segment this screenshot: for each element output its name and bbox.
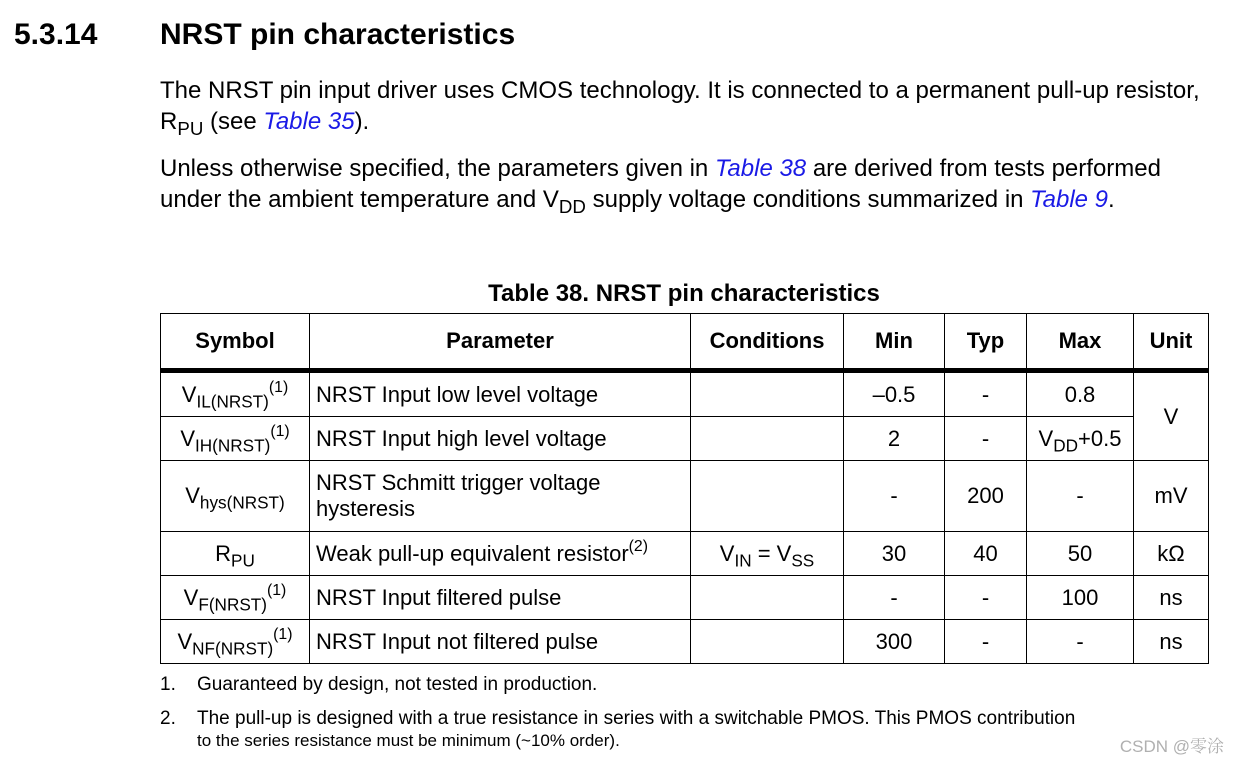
parameter-cell [310, 532, 691, 576]
footnote-text: Guaranteed by design, not tested in production. [197, 674, 598, 695]
header-conditions: Conditions [691, 314, 844, 371]
intro-paragraph [160, 75, 1220, 137]
symbol-cell [161, 576, 310, 620]
typ-cell: 40 [945, 532, 1027, 576]
conditions-text-a: Unless otherwise specified, the parameters given in [160, 155, 715, 182]
footnote-1 [160, 674, 597, 696]
symbol-footnote-ref[interactable]: (1) [268, 378, 289, 396]
symbol-base: V [177, 628, 193, 654]
symbol-subscript: IL(NRST) [196, 390, 269, 411]
conditions-paragraph [160, 153, 1220, 215]
parameter-cell [310, 461, 691, 532]
symbol-base: V [183, 584, 199, 610]
conditions-cell [691, 532, 844, 576]
section-title: NRST pin characteristics [160, 18, 516, 51]
parameter-cell [310, 371, 691, 417]
condition-vss-subscript: SS [791, 549, 815, 570]
header-typ: Typ [945, 314, 1027, 371]
section-number: 5.3.14 [14, 18, 98, 51]
unit-cell: ns [1134, 620, 1209, 664]
conditions-cell [691, 417, 844, 461]
symbol-footnote-ref[interactable]: (1) [266, 581, 287, 599]
footnote-number: 2. [160, 708, 176, 729]
table-caption: Table 38. NRST pin characteristics [488, 280, 880, 307]
footnote-text-continuation: to the series resistance must be minimum (~10% order). [197, 731, 620, 750]
max-cell: 100 [1027, 576, 1134, 620]
symbol-cell [161, 417, 310, 461]
symbol-subscript: IH(NRST) [195, 434, 271, 455]
typ-cell: - [945, 576, 1027, 620]
conditions-text-c: supply voltage conditions summarized in [585, 186, 1031, 213]
max-cell: 0.8 [1027, 371, 1134, 417]
max-cell [1027, 417, 1134, 461]
header-min: Min [844, 314, 945, 371]
min-cell: 30 [844, 532, 945, 576]
min-cell: –0.5 [844, 371, 945, 417]
typ-cell: - [945, 620, 1027, 664]
parameter-text: NRST Input low level voltage [316, 381, 599, 407]
min-cell: - [844, 576, 945, 620]
table-row [161, 620, 1209, 664]
symbol-subscript: NF(NRST) [192, 637, 274, 658]
header-parameter: Parameter [310, 314, 691, 371]
footnote-2 [160, 708, 1075, 752]
conditions-vdd-subscript: DD [558, 195, 586, 217]
typ-cell: - [945, 417, 1027, 461]
symbol-footnote-ref[interactable]: (1) [270, 422, 290, 440]
footnote-number: 1. [160, 674, 176, 695]
intro-rpu-subscript: PU [177, 117, 204, 139]
table-header-row [161, 314, 1209, 371]
parameter-cell [310, 620, 691, 664]
symbol-subscript: F(NRST) [198, 593, 267, 614]
conditions-text-b: are derived from tests performed under the ambient temperature and V [160, 155, 1161, 213]
parameter-text: Weak pull-up equivalent resistor [316, 540, 629, 566]
table-row [161, 532, 1209, 576]
symbol-base: V [185, 483, 200, 508]
link-table-35[interactable]: Table 35 [263, 108, 355, 135]
link-table-38[interactable]: Table 38 [714, 155, 807, 182]
conditions-cell [691, 620, 844, 664]
symbol-cell [161, 532, 310, 576]
max-cell: - [1027, 620, 1134, 664]
symbol-cell [161, 461, 310, 532]
max-cell: 50 [1027, 532, 1134, 576]
parameter-text: NRST Schmitt trigger voltage hysteresis [316, 470, 601, 521]
max-tail: +0.5 [1078, 425, 1122, 451]
max-cell: - [1027, 461, 1134, 532]
footnote-text: The pull-up is designed with a true resistance in series with a switchable PMOS. This PMOS contribution [197, 708, 1076, 729]
conditions-cell [691, 461, 844, 532]
symbol-subscript: PU [231, 549, 255, 570]
symbol-cell [161, 371, 310, 417]
symbol-cell [161, 620, 310, 664]
unit-cell: kΩ [1134, 532, 1209, 576]
header-max: Max [1027, 314, 1134, 371]
symbol-base: V [181, 381, 197, 407]
table-row [161, 461, 1209, 532]
table-row [161, 371, 1209, 417]
typ-cell: - [945, 371, 1027, 417]
table-row [161, 417, 1209, 461]
max-subscript: DD [1053, 434, 1079, 455]
parameter-text: NRST Input high level voltage [316, 425, 607, 451]
condition-equals-vss: = V [751, 540, 792, 566]
parameter-cell [310, 417, 691, 461]
symbol-base: R [215, 540, 232, 566]
parameter-cell [310, 576, 691, 620]
table-row [161, 576, 1209, 620]
symbol-subscript: hys(NRST) [199, 492, 285, 513]
condition-vin-subscript: IN [734, 549, 752, 570]
header-symbol: Symbol [161, 314, 310, 371]
symbol-base: V [180, 425, 196, 451]
parameter-footnote-ref[interactable]: (2) [628, 537, 648, 555]
intro-text-c: ). [354, 108, 370, 135]
parameter-text: NRST Input not filtered pulse [316, 628, 599, 654]
conditions-cell [691, 371, 844, 417]
intro-text-b: (see [203, 108, 264, 135]
header-unit: Unit [1134, 314, 1209, 371]
unit-cell: ns [1134, 576, 1209, 620]
link-table-9[interactable]: Table 9 [1030, 186, 1109, 213]
intro-text-a: The NRST pin input driver uses CMOS technology. It is connected to a permanent pull-up resistor, R [160, 77, 1200, 135]
min-cell: 300 [844, 620, 945, 664]
typ-cell: 200 [945, 461, 1027, 532]
csdn-watermark: CSDN @零涂 [1119, 737, 1224, 756]
min-cell: 2 [844, 417, 945, 461]
nrst-characteristics-table [160, 313, 1209, 664]
conditions-text-d: . [1108, 186, 1115, 213]
parameter-text: NRST Input filtered pulse [316, 584, 562, 610]
max-base: V [1038, 425, 1054, 451]
condition-vin: V [719, 540, 735, 566]
unit-cell-merged: V [1134, 371, 1209, 461]
min-cell: - [844, 461, 945, 532]
unit-cell: mV [1134, 461, 1209, 532]
conditions-cell [691, 576, 844, 620]
symbol-footnote-ref[interactable]: (1) [273, 625, 293, 643]
